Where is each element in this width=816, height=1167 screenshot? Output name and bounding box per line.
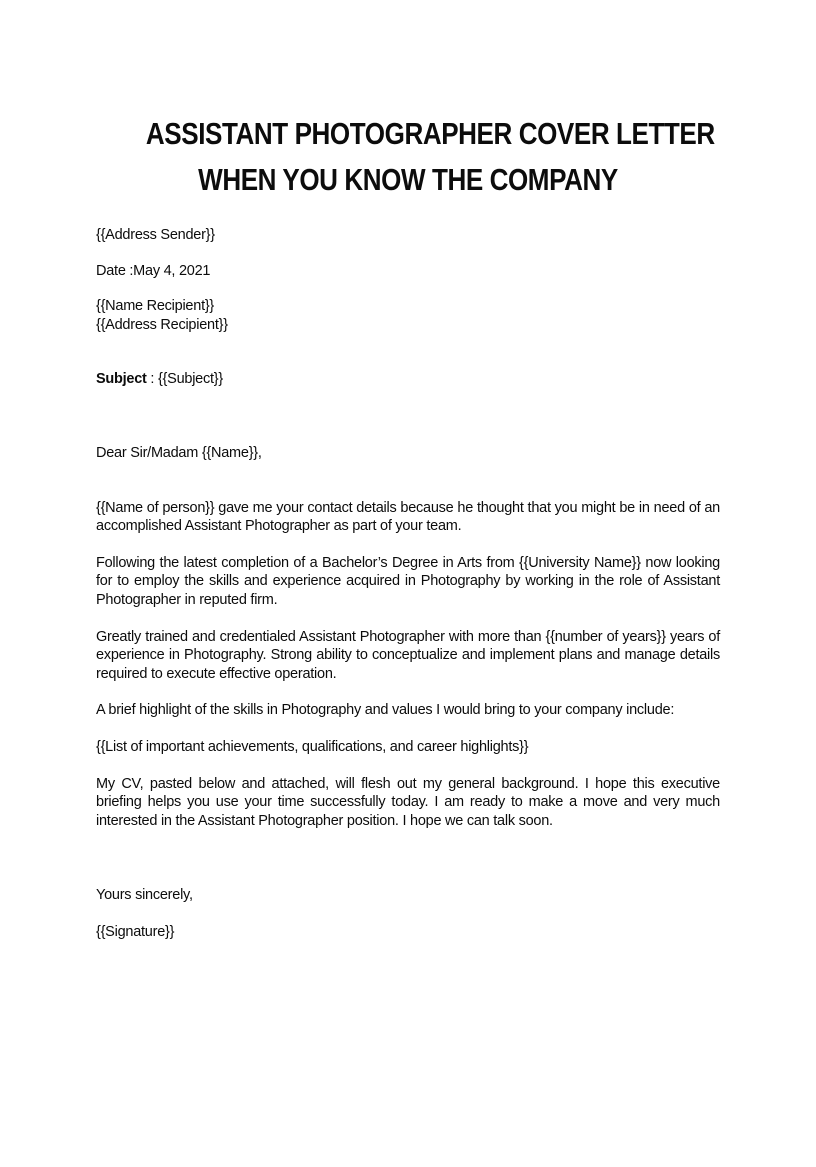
body-paragraph-5: {{List of important achievements, qualifications, and career highlights}} <box>96 738 529 755</box>
sender-address: {{Address Sender}} <box>96 227 215 243</box>
subject-label: Subject <box>96 371 147 388</box>
salutation: Dear Sir/Madam {{Name}}, <box>96 444 262 461</box>
closing: Yours sincerely, <box>96 887 193 904</box>
subject-value: : {{Subject}} <box>146 371 223 388</box>
signature-placeholder: {{Signature}} <box>96 923 175 940</box>
body-paragraph-3: Greatly trained and credentialed Assistant Photographer with more than {{number of years}} years of experience in Photography. Strong ability to conceptualize and implement plans and manage details required to execute effective operation. <box>96 628 720 682</box>
document-title <box>96 111 720 203</box>
body-paragraph-4: A brief highlight of the skills in Photography and values I would bring to your company include: <box>96 702 675 719</box>
document-title-line2: WHEN YOU KNOW THE COMPANY <box>198 162 618 197</box>
body-paragraph-2: Following the latest completion of a Bachelor’s Degree in Arts from {{University Name}} now looking for to employ the skills and experience acquired in Photography by working in the role of Assistant Photographer in reputed firm. <box>96 554 720 608</box>
subject-line <box>96 370 720 389</box>
date-line: Date :May 4, 2021 <box>96 262 211 279</box>
recipient-address: {{Address Recipient}} <box>96 316 228 333</box>
recipient-block <box>96 297 720 334</box>
recipient-name: {{Name Recipient}} <box>96 298 215 315</box>
letter-page <box>0 111 816 1167</box>
document-title-line1: ASSISTANT PHOTOGRAPHER COVER LETTER <box>145 116 715 151</box>
body-paragraph-1: {{Name of person}} gave me your contact details because he thought that you might be in need of an accomplished Assistant Photographer as part of your team. <box>96 499 720 535</box>
body-paragraph-6: My CV, pasted below and attached, will flesh out my general background. I hope this executive briefing helps you use your time successfully today. I am ready to make a move and very much interested in the Assistant Photographer position. I hope we can talk soon. <box>96 775 720 829</box>
